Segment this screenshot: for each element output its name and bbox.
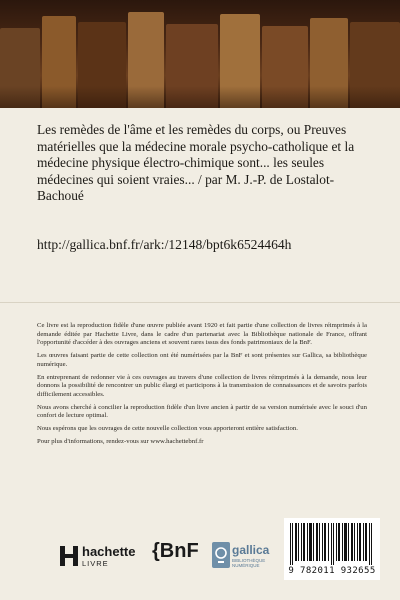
bnf-logo: {BnF	[152, 540, 199, 562]
hachette-logo-text: hachette	[82, 544, 136, 559]
hachette-livre-logo	[60, 542, 148, 572]
shelf-shadow	[0, 86, 400, 108]
gallica-url: http://gallica.bnf.fr/ark:/12148/bpt6k6524464h	[37, 237, 292, 252]
gallica-subtitle: BIBLIOTHÈQUE NUMÉRIQUE	[232, 558, 266, 568]
gallica-logo	[212, 542, 272, 574]
notice-paragraph: Ce livre est la reproduction fidèle d'une œuvre publiée avant 1920 et fait partie d'une collection de livres réimprimés à la demande éditée par Hachette Livre, dans le cadre d'un partenariat avec la Bibliothèque nationale de France, offrant l'opportunité d'accéder à des ouvrages anciens et souvent rares issus des fonds patrimoniaux de la BnF.	[37, 322, 367, 347]
notice-paragraph: Nous espérons que les ouvrages de cette nouvelle collection vous apporteront entière satisfaction.	[37, 425, 298, 433]
isbn-digits: 9 782011 932655	[288, 566, 376, 576]
notice-paragraph: Nous avons cherché à concilier la reproduction fidèle d'un livre ancien à partir de sa version numérisée avec le souci d'un confort de lecture optimal.	[37, 403, 367, 420]
divider	[0, 302, 400, 303]
notice-paragraph: En entreprenant de redonner vie à ces ouvrages au travers d'une collection de livres réimprimés à la demande, nous leur donnons la possibilité de rencontrer un public élargi et participons à la transmission de connaissances et de savoirs parfois difficilement accessibles.	[37, 373, 367, 398]
livre-logo-text: LIVRE	[82, 559, 109, 568]
cover-photo-bookshelf	[0, 0, 400, 108]
barcode-bars	[290, 523, 374, 565]
publisher-notice	[37, 322, 367, 451]
isbn-barcode	[284, 518, 380, 580]
notice-paragraph: Pour plus d'informations, rendez-vous sur www.hachettebnf.fr	[37, 438, 204, 446]
book-title: Les remèdes de l'âme et les remèdes du corps, ou Preuves matérielles que la médecine morale psycho-catholique et la médecine physique électro-chimique sont... les seules médecines qui soient vraies... / par M. J.-P. de Lostalot-Bachoué	[37, 122, 355, 204]
hachette-mark-icon	[60, 546, 78, 566]
gallica-logo-text: gallica	[232, 543, 270, 557]
notice-paragraph: Les œuvres faisant partie de cette collection ont été numérisées par la BnF et sont présentes sur Gallica, sa bibliothèque numérique.	[37, 352, 367, 368]
gallica-mark-icon	[212, 542, 230, 568]
